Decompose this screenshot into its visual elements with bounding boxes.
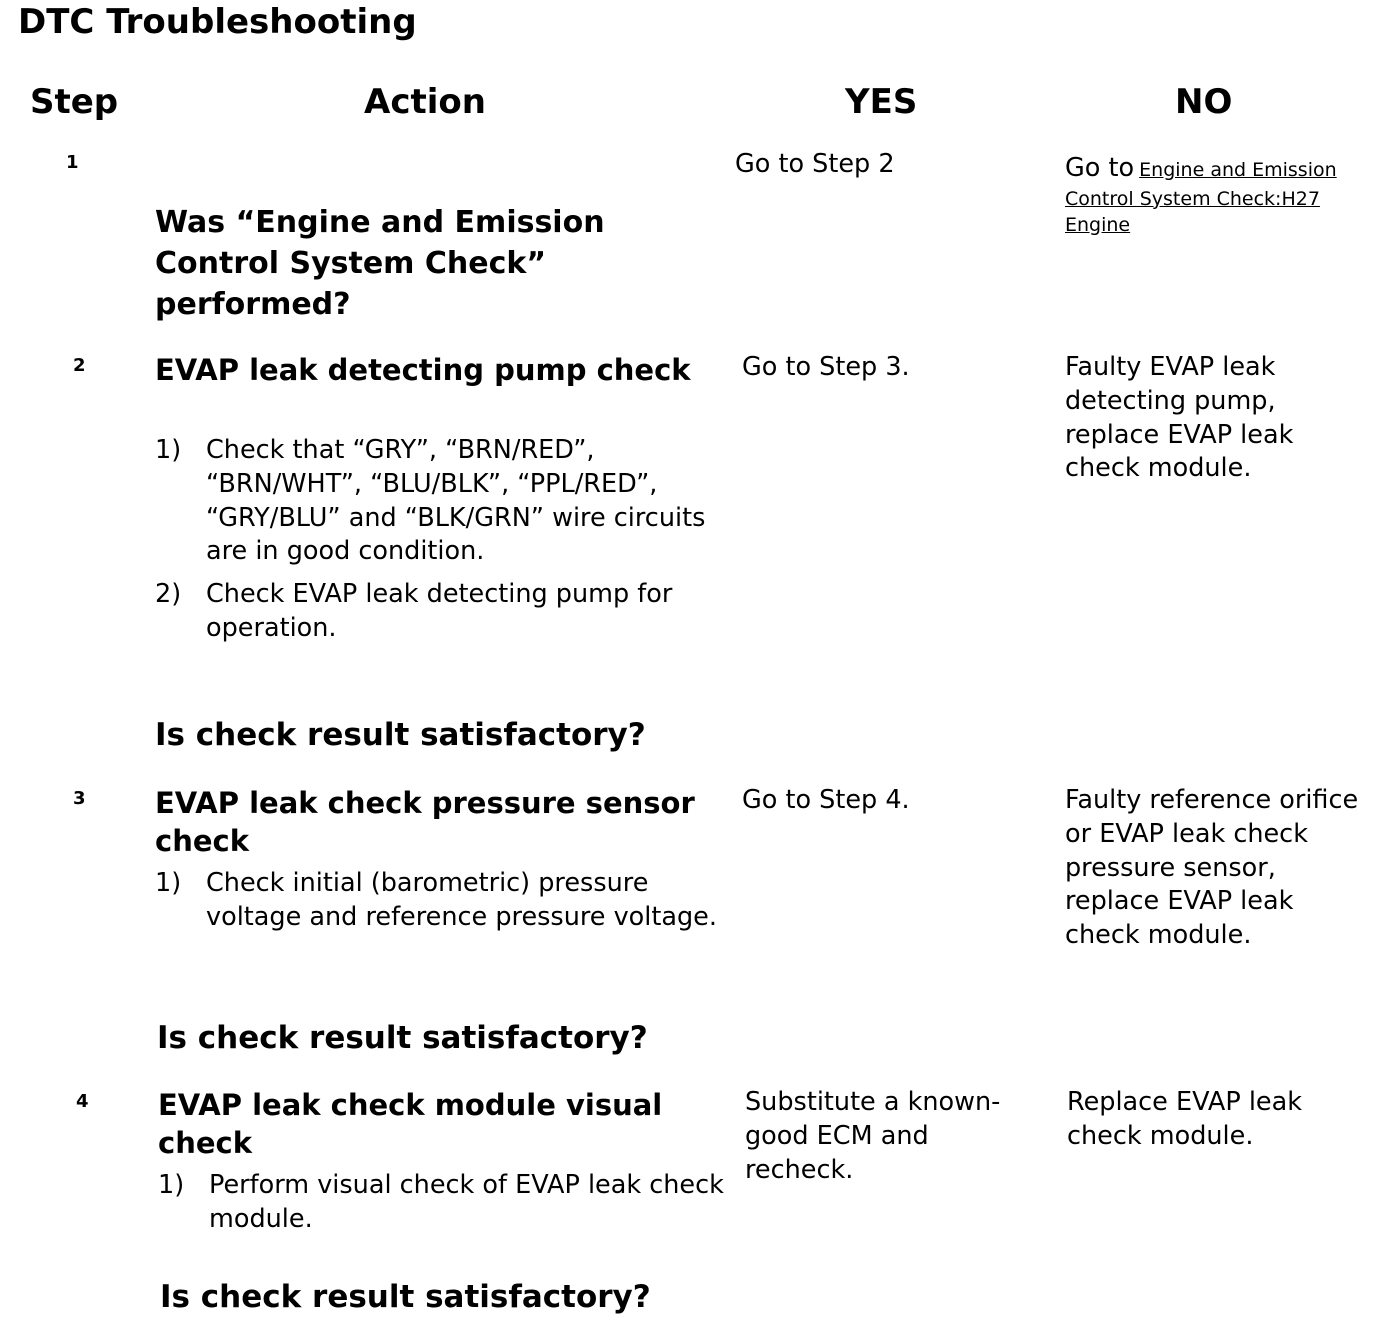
- sub-step-number: 1): [155, 435, 182, 465]
- action-heading: EVAP leak check module visual check: [158, 1088, 663, 1160]
- no-result: Faulty reference orifice or EVAP leak check pressure sensor, replace EVAP leak check module.: [1065, 785, 1359, 951]
- action-question: Is check result satisfactory?: [157, 1020, 648, 1056]
- action-question: Is check result satisfactory?: [160, 1279, 651, 1315]
- sub-step-text: Check EVAP leak detecting pump for operation.: [206, 579, 673, 643]
- sub-step-number: 2): [155, 579, 182, 610]
- sub-step-text: Check that “GRY”, “BRN/RED”, “BRN/WHT”, “BLU/BLK”, “PPL/RED”, “GRY/BLU” and “BLK/GRN” wire circuits are in good condition.: [206, 435, 706, 567]
- yes-result: Go to Step 3.: [742, 352, 910, 382]
- step-number: 4: [76, 1091, 89, 1112]
- engine-emission-check-link[interactable]: Engine and Emission Control System Check:H27 Engine: [1065, 159, 1337, 236]
- sub-steps: [158, 1169, 728, 1246]
- sub-step-text: Check initial (barometric) pressure voltage and reference pressure voltage.: [206, 868, 717, 932]
- action-heading: EVAP leak detecting pump check: [155, 353, 691, 387]
- sub-step: [155, 578, 725, 646]
- action-question: Is check result satisfactory?: [155, 717, 646, 753]
- step-number: 2: [73, 355, 86, 376]
- column-header-yes: YES: [845, 82, 918, 122]
- action-heading: EVAP leak check pressure sensor check: [155, 786, 695, 858]
- column-header-action: Action: [364, 82, 486, 122]
- yes-result: Go to Step 4.: [742, 785, 910, 815]
- sub-step-number: 1): [155, 868, 182, 898]
- yes-result: Go to Step 2: [735, 149, 895, 179]
- no-result-prefix: Go to: [1065, 153, 1135, 183]
- step-number: 3: [73, 788, 86, 809]
- sub-step-text: Perform visual check of EVAP leak check module.: [209, 1170, 724, 1234]
- page-title: DTC Troubleshooting: [18, 2, 417, 42]
- yes-result: Substitute a known-good ECM and recheck.: [745, 1087, 1001, 1185]
- no-result: [1065, 152, 1355, 238]
- sub-steps: [155, 434, 725, 655]
- column-header-no: NO: [1175, 82, 1233, 122]
- no-result: Faulty EVAP leak detecting pump, replace EVAP leak check module.: [1065, 352, 1294, 484]
- sub-step: [155, 867, 725, 935]
- no-result: Replace EVAP leak check module.: [1067, 1087, 1302, 1151]
- column-header-step: Step: [30, 82, 119, 122]
- action-question: Was “Engine and Emission Control System Check” performed?: [155, 205, 605, 322]
- step-number: 1: [66, 152, 79, 173]
- sub-step-number: 1): [158, 1170, 185, 1200]
- sub-step: [158, 1169, 728, 1237]
- sub-steps: [155, 867, 725, 944]
- sub-step: [155, 434, 725, 569]
